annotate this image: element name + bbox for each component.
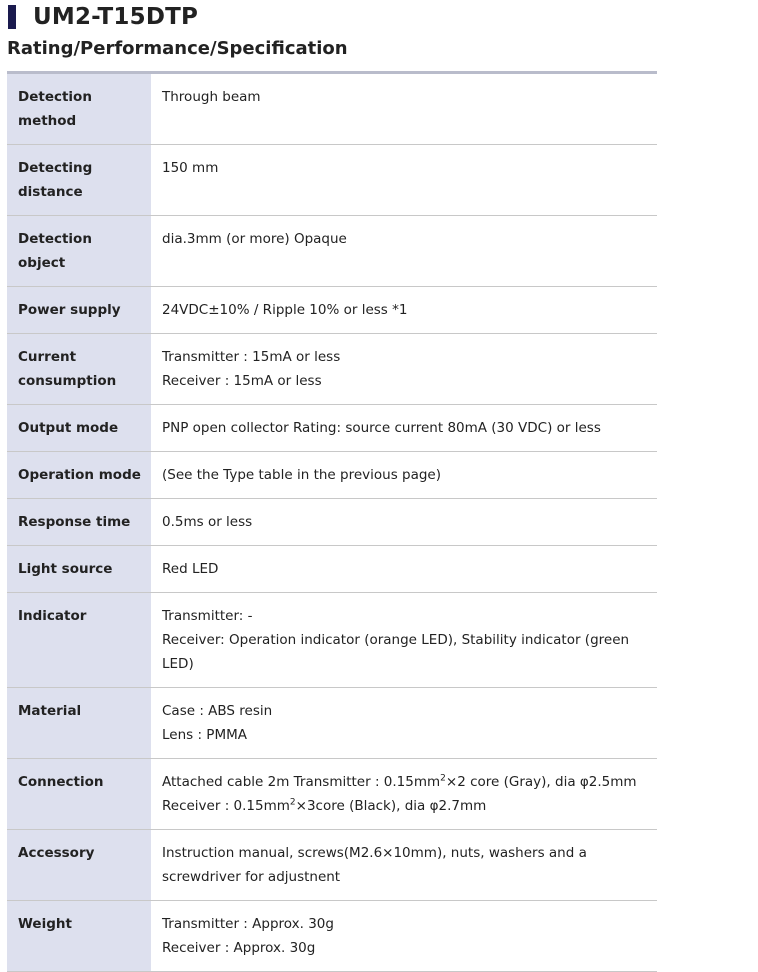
table-row (7, 901, 657, 972)
table-row (7, 499, 657, 546)
spec-value-line: Receiver: Operation indicator (orange LED), Stability indicator (green LED) (162, 632, 630, 672)
table-row (7, 688, 657, 759)
spec-value-line: 24VDC±10% / Ripple 10% or less *1 (162, 302, 408, 318)
page-title: UM2-T15DTP (33, 4, 199, 30)
spec-value (151, 593, 657, 688)
spec-label: Detection method (7, 73, 151, 145)
spec-label: Output mode (7, 405, 151, 452)
spec-value (151, 830, 657, 901)
spec-value (151, 452, 657, 499)
spec-value-line: Transmitter : Approx. 30g (162, 916, 334, 932)
spec-value-line: Case : ABS resin (162, 703, 273, 719)
superscript: 2 (289, 797, 296, 808)
spec-label: Detection object (7, 216, 151, 287)
spec-value-line: dia.3mm (or more) Opaque (162, 231, 347, 247)
superscript: 2 (440, 773, 446, 784)
spec-value (151, 405, 657, 452)
connection-text-before: Receiver : 0.15mm (162, 798, 290, 814)
spec-label: Power supply (7, 287, 151, 334)
table-row (7, 145, 657, 216)
spec-value-line: Transmitter: - (162, 608, 253, 624)
spec-value (151, 901, 657, 972)
spec-label: Accessory (7, 830, 151, 901)
table-row (7, 287, 657, 334)
page-title-bar (8, 4, 198, 30)
section-subtitle: Rating/Performance/Specification (7, 38, 348, 59)
spec-label: Light source (7, 546, 151, 593)
spec-table (7, 71, 657, 972)
spec-label: Indicator (7, 593, 151, 688)
spec-value-line: (See the Type table in the previous page) (162, 467, 442, 483)
spec-value (151, 499, 657, 546)
spec-label: Weight (7, 901, 151, 972)
connection-text-after: ×2 core (Gray), dia φ2.5mm (445, 774, 637, 790)
spec-value (151, 334, 657, 405)
spec-value (151, 145, 657, 216)
spec-value (151, 73, 657, 145)
spec-label: Detecting distance (7, 145, 151, 216)
spec-value-line: Instruction manual, screws(M2.6×10mm), nuts, washers and a screwdriver for adjustnent (162, 845, 587, 885)
spec-label: Connection (7, 759, 151, 830)
table-row (7, 593, 657, 688)
table-row (7, 546, 657, 593)
spec-value-line: Through beam (162, 89, 261, 105)
spec-value (151, 216, 657, 287)
spec-value-line (162, 770, 647, 794)
spec-value-line: PNP open collector Rating: source current 80mA (30 VDC) or less (162, 420, 601, 436)
spec-value-line: Receiver : Approx. 30g (162, 940, 316, 956)
spec-label: Current consumption (7, 334, 151, 405)
spec-label: Response time (7, 499, 151, 546)
table-row (7, 452, 657, 499)
spec-value-line: 0.5ms or less (162, 514, 253, 530)
spec-label: Material (7, 688, 151, 759)
spec-value-line: Lens : PMMA (162, 727, 247, 743)
spec-value (151, 546, 657, 593)
table-row (7, 334, 657, 405)
spec-value-line: Receiver : 15mA or less (162, 373, 322, 389)
table-row (7, 759, 657, 830)
title-marker (8, 5, 16, 29)
table-row (7, 73, 657, 145)
spec-value (151, 287, 657, 334)
connection-text-after: ×3core (Black), dia φ2.7mm (295, 798, 487, 814)
spec-value-line (162, 794, 647, 818)
spec-label: Operation mode (7, 452, 151, 499)
spec-value-line: Red LED (162, 561, 219, 577)
spec-value (151, 759, 657, 830)
spec-value-line: Transmitter : 15mA or less (162, 349, 341, 365)
table-row (7, 216, 657, 287)
table-row (7, 405, 657, 452)
connection-text-before: Attached cable 2m Transmitter : 0.15mm (162, 774, 441, 790)
spec-value (151, 688, 657, 759)
spec-value-line: 150 mm (162, 160, 219, 176)
table-row (7, 830, 657, 901)
